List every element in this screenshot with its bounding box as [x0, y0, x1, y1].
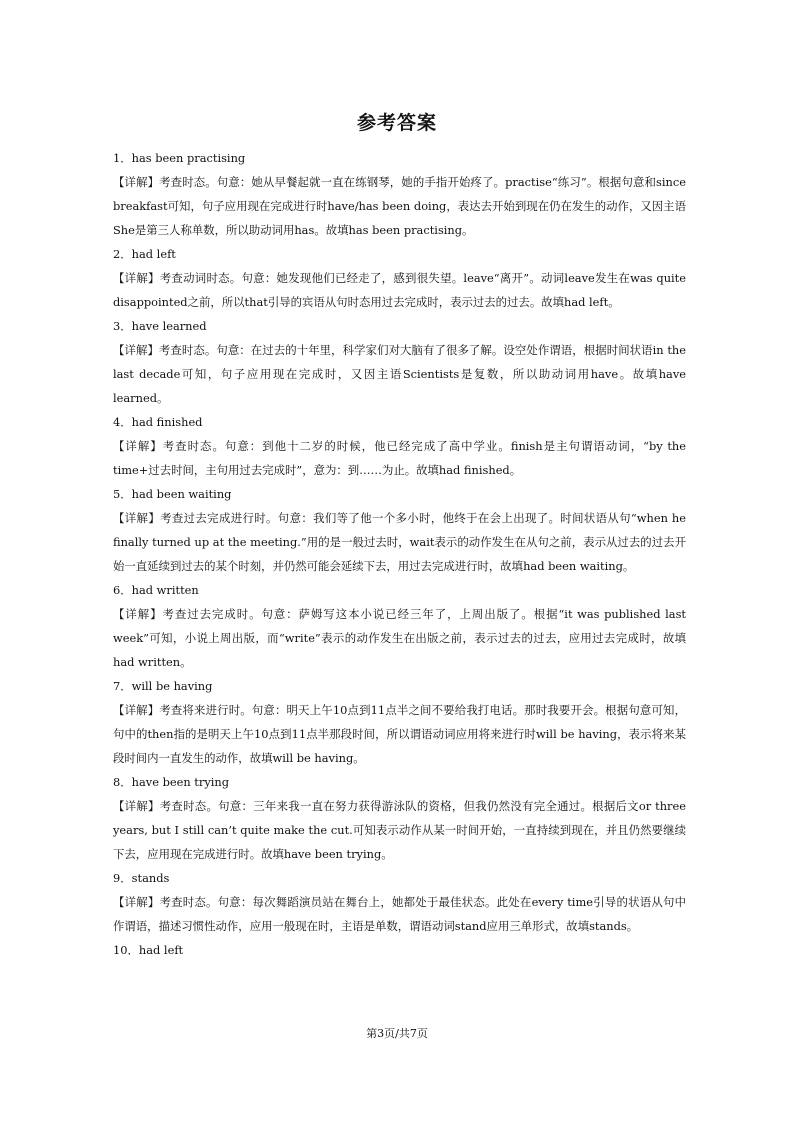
answer-heading	[113, 314, 686, 338]
answer-number: 4．	[113, 415, 132, 429]
answer-explanation: 【详解】考查将来进行时。句意：明天上午10点到11点半之间不要给我打电话。那时我要开会。根据句意可知，句中的then指的是明天上午10点到11点半那段时间，所以谓语动词应用将来进行时will be having，表示将来某段时间内一直发生的动作，故填will be having。	[113, 703, 686, 765]
answer-explanation: 【详解】考查时态。句意：她从早餐起就一直在练钢琴，她的手指开始疼了。practise“练习”。根据句意和since breakfast可知，句子应用现在完成进行时have/has been doing，表达去开始到现在仍在发生的动作，又因主语She是第三人称单数，所以助动词用has。故填has been practising。	[113, 175, 686, 237]
answer-heading	[113, 770, 686, 794]
answer-number: 10．	[113, 943, 139, 957]
answer-text: have learned	[131, 319, 207, 333]
answer-text: have been trying	[131, 775, 230, 789]
answer-heading	[113, 578, 686, 602]
answer-list	[113, 146, 686, 962]
answer-number: 2．	[113, 247, 132, 261]
answer-heading	[113, 410, 686, 434]
answer-number: 5．	[113, 487, 132, 501]
answer-explanation: 【详解】考查时态。句意：到他十二岁的时候，他已经完成了高中学业。finish是主句谓语动词，“by the time+过去时间，主句用过去完成时”，意为：到……为止。故填had finished。	[113, 439, 686, 477]
answer-explanation: 【详解】考查过去完成时。句意：萨姆写这本小说已经三年了，上周出版了。根据“it was published last week”可知，小说上周出版，而“write”表示的动作发生在出版之前，表示过去的过去，应用过去完成时，故填had written。	[113, 607, 686, 669]
answer-number: 6．	[113, 583, 132, 597]
answer-explanation: 【详解】考查时态。句意：每次舞蹈演员站在舞台上，她都处于最佳状态。此处在every time引导的状语从句中作谓语，描述习惯性动作，应用一般现在时，主语是单数，谓语动词stand应用三单形式，故填stands。	[113, 895, 686, 933]
answer-text: had written	[131, 583, 199, 597]
page-title: 参考答案	[356, 112, 437, 134]
page-footer: 第3页/共7页	[366, 1027, 428, 1040]
answer-number: 8．	[113, 775, 132, 789]
answer-text: had left	[138, 943, 184, 957]
answer-number: 7．	[113, 679, 132, 693]
answer-explanation: 【详解】考查时态。句意：在过去的十年里，科学家们对大脑有了很多了解。设空处作谓语，根据时间状语in the last decade可知，句子应用现在完成时，又因主语Scientists是复数，所以助动词用have。故填have learned。	[113, 343, 686, 405]
answer-heading	[113, 866, 686, 890]
answer-heading	[113, 674, 686, 698]
answer-number: 9．	[113, 871, 132, 885]
answer-text: had been waiting	[131, 487, 232, 501]
answer-number: 1．	[113, 151, 132, 165]
answer-explanation: 【详解】考查时态。句意：三年来我一直在努力获得游泳队的资格，但我仍然没有完全通过。根据后文or three years, but I still can’t quite make the cut.可知表示动作从某一时间开始，一直持续到现在，并且仍然要继续下去，应用现在完成进行时。故填have been trying。	[113, 799, 686, 861]
answer-text: stands	[131, 871, 170, 885]
answer-text: had finished	[131, 415, 203, 429]
answer-explanation: 【详解】考查动词时态。句意：她发现他们已经走了，感到很失望。leave“离开”。动词leave发生在was quite disappointed之前，所以that引导的宾语从句时态用过去完成时，表示过去的过去。故填had left。	[113, 271, 686, 309]
answer-heading	[113, 482, 686, 506]
answer-heading	[113, 938, 686, 962]
answer-text: had left	[131, 247, 176, 261]
answer-number: 3．	[113, 319, 132, 333]
answer-heading	[113, 242, 686, 266]
answer-text: will be having	[131, 679, 213, 693]
answer-explanation: 【详解】考查过去完成进行时。句意：我们等了他一个多小时，他终于在会上出现了。时间状语从句“when he finally turned up at the meeting.”用的是一般过去时，wait表示的动作发生在从句之前，表示从过去的过去开始一直延续到过去的某个时刻，并仍然可能会延续下去，用过去完成进行时，故填had been waiting。	[113, 511, 686, 573]
answer-text: has been practising	[131, 151, 246, 165]
answer-heading	[113, 146, 686, 170]
